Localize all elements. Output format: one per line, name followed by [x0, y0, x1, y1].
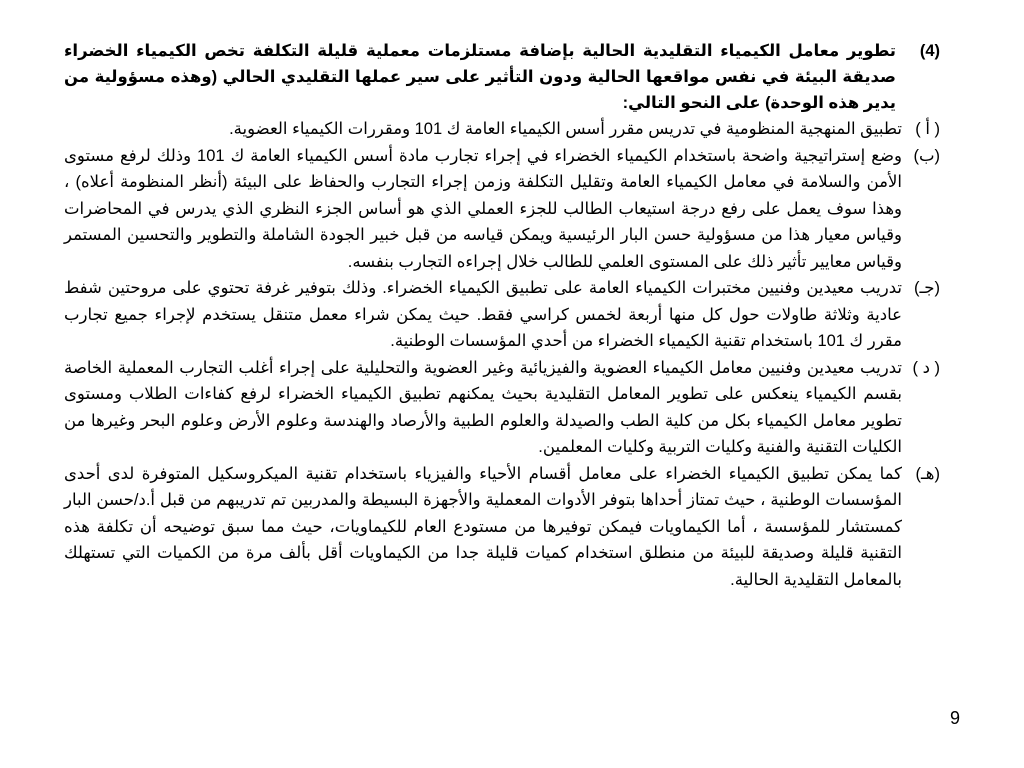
list-item-label: ( أ ) [915, 120, 940, 138]
list-item-d [64, 355, 940, 461]
list-item-label: (هـ) [915, 464, 940, 483]
list-item-a [64, 116, 940, 143]
section-number: (4) [919, 42, 940, 60]
list-item-text: تدريب معيدين وفنيين معامل الكيمياء العضوية والفيزيائية وغير العضوية والتحليلية على إجراء أغلب التجارب المعملية الخاصة بقسم الكيمياء ينعكس على تطوير المعامل التقليدية بحيث يمكنهم تطبيق الكيمياء الخضراء لرفع كفاءات الطلاب ومستوى تطوير معامل الكيمياء بكل من كلية الطب والصيدلة والعلوم الطبية والأرصاد والهندسة وعلوم الأرض وعلوم البحر وغيرها من الكليات التقنية والفنية وكليات التربية وكليات المعلمين. [64, 358, 902, 456]
list-item-label: ( د ) [912, 358, 940, 377]
document-page [64, 38, 940, 593]
list-item-text: تدريب معيدين وفنيين مختبرات الكيمياء العامة على تطبيق الكيمياء الخضراء. وذلك بتوفير غرفة تحتوي على مروحتين شفط عادية وثلاثة طاولات حول كل منها أربعة لخمس كراسي فقط. حيث يمكن شراء معمل متنقل يستخدم لإجراء جميع تجارب مقرر ك 101 باستخدام تقنية الكيمياء الخضراء من أحدي المؤسسات الوطنية. [64, 279, 902, 350]
list-item-text: كما يمكن تطبيق الكيمياء الخضراء على معامل أقسام الأحياء والفيزياء باستخدام تقنية الميكروسكيل المتوفرة لدى أحدى المؤسسات الوطنية ، حيث تمتاز أحداها بتوفر الأدوات المعملية والأجهزة البسيطة والمدربين تم تدريبهم من قبل أ.د/حسن البار كمستشار للمؤسسة ، أما الكيماويات فيمكن توفيرها من مستودع العام للكيماويات، حيث مما سبق توضيحه أن تكلفة هذه التقنية قليلة وصديقة للبيئة من منطلق استخدام كميات قليلة جدا من الكيماويات أقل بألف مرة من الكميات التي تستهلك بالمعامل التقليدية الحالية. [64, 464, 902, 589]
section-heading-text: تطوير معامل الكيمياء التقليدية الحالية بإضافة مستلزمات معملية قليلة التكلفة تخص الكيمياء الخضراء صديقة البيئة في نفس مواقعها الحالية ودون التأثير على سير عملها التقليدي الحالي (وهذه مسؤولية من يدير هذه الوحدة) على النحو التالي: [64, 42, 896, 112]
page-number: 9 [949, 708, 960, 728]
list-item-text: وضع إستراتيجية واضحة باستخدام الكيمياء الخضراء في إجراء تجارب مادة أسس الكيمياء العامة ك 101 وذلك لرفع مستوى الأمن والسلامة في معامل الكيمياء العامة وتقليل التكلفة وزمن إجراء التجارب والحفاظ على البيئة (أنظر المنظومة أعلاه) ، وهذا سوف يعمل على رفع درجة استيعاب الطالب للجزء العملي الذي هو أساس الجزء النظري الذي يدرس في المحاضرات وقياس معيار هذا من مسؤولية حسن البار الرئيسية ويمكن قياسه من قبل خبير الجودة الشاملة والتطوير والتحسين المستمر وقياس معايير تأثير ذلك على المستوى العلمي للطالب خلال إجراءه التجارب بنفسه. [64, 146, 902, 271]
section-heading [64, 38, 940, 116]
list-item-label: (ب) [913, 146, 940, 165]
list-item-c [64, 275, 940, 355]
list-item-b [64, 143, 940, 276]
list-item-e [64, 461, 940, 594]
list-item-label: (جـ) [913, 279, 940, 297]
list-item-text: تطبيق المنهجية المنظومية في تدريس مقرر أسس الكيمياء العامة ك 101 ومقررات الكيمياء العضوية. [229, 120, 902, 138]
